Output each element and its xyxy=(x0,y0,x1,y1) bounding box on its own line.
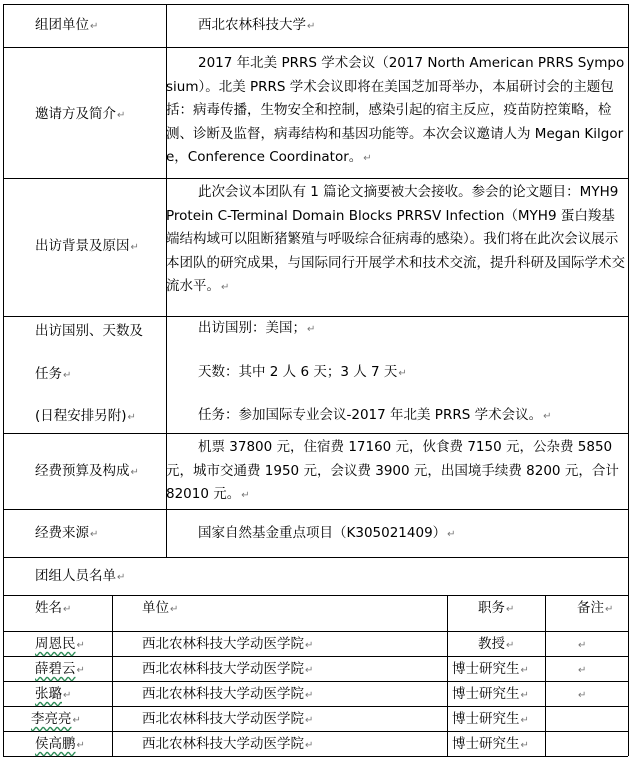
members-header-position: 职务↵ xyxy=(478,600,515,616)
rule-5 xyxy=(3,509,628,510)
member-remark: ↵ xyxy=(578,665,587,676)
rule-member-unit-column xyxy=(447,595,448,756)
visit-label-line2: 任务↵ xyxy=(35,366,72,382)
member-position: 博士研究生↵ xyxy=(452,711,529,727)
member-position: 博士研究生↵ xyxy=(452,686,529,702)
rule-3 xyxy=(3,316,628,317)
member-unit: 西北农林科技大学动医学院↵ xyxy=(142,661,314,677)
visit-country: 出访国别：美国；↵ xyxy=(198,320,316,336)
member-name: 侯高鹏↵ xyxy=(35,736,85,752)
member-unit: 西北农林科技大学动医学院↵ xyxy=(142,711,314,727)
rule-12 xyxy=(3,731,628,732)
visit-label-line1: 出访国别、天数及 xyxy=(35,323,143,339)
rule-bottom xyxy=(3,756,628,757)
funding-label: 经费来源↵ xyxy=(35,525,99,541)
member-name: 张璐↵ xyxy=(35,686,72,702)
budget-text: 机票 37800 元，住宿费 17160 元，伙食费 7150 元，公杂费 5850 元，城市交通费 1950 元，会议费 3900 元，出国境手续费 8200 元，合计 82010 元。↵ xyxy=(166,439,619,503)
member-name: 李亮亮↵ xyxy=(31,711,81,727)
funding-value: 国家自然基金重点项目（K305021409）↵ xyxy=(198,525,456,541)
unit-label: 组团单位↵ xyxy=(35,17,99,33)
member-unit: 西北农林科技大学动医学院↵ xyxy=(142,636,314,652)
visit-label-line3: (日程安排另附)↵ xyxy=(35,408,136,424)
members-header-unit: 单位↵ xyxy=(142,600,179,616)
members-header-name: 姓名↵ xyxy=(35,600,72,616)
rule-top xyxy=(3,4,628,5)
members-title: 团组人员名单↵ xyxy=(35,568,126,584)
rule-7 xyxy=(3,595,628,596)
member-position: 博士研究生↵ xyxy=(452,736,529,752)
rule-member-name-column xyxy=(112,595,113,756)
unit-value: 西北农林科技大学↵ xyxy=(198,17,316,33)
rule-2 xyxy=(3,178,628,179)
members-header-remark: 备注↵ xyxy=(577,600,614,616)
budget-label: 经费预算及构成↵ xyxy=(35,463,139,479)
rule-11 xyxy=(3,706,628,707)
member-unit: 西北农林科技大学动医学院↵ xyxy=(142,736,314,752)
visit-task: 任务：参加国际专业会议-2017 年北美 PRRS 学术会议。↵ xyxy=(198,407,552,423)
member-remark: ↵ xyxy=(578,640,587,651)
background-label: 出访背景及原因↵ xyxy=(35,238,139,254)
member-unit: 西北农林科技大学动医学院↵ xyxy=(142,686,314,702)
rule-6 xyxy=(3,557,628,558)
background-text: 此次会议本团队有 1 篇论文摘要被大会接收。参会的论文题目：MYH9 Protein C-Terminal Domain Blocks PRRSV Infection（MYH9 蛋白羧基端结构域可以阻断猪繁殖与呼吸综合征病毒的感染）。我们将在此次会议展示本团队的研究成果，与国际同行开展学术和技术交流，提升科研及国际学术交流水平。↵ xyxy=(166,184,625,295)
member-position: 教授↵ xyxy=(478,636,515,652)
rule-10 xyxy=(3,681,628,682)
rule-4 xyxy=(3,433,628,434)
invitation-text: 2017 年北美 PRRS 学术会议（2017 North American PRRS Symposium）。北美 PRRS 学术会议即将在美国芝加哥举办，本届研讨会的主题包括：病毒传播，生物安全和控制，感染引起的宿主反应，疫苗防控策略，检测、诊断及监督，病毒结构和基因功能等。本次会议邀请人为 Megan Kilgore，Conference Coordinator。↵ xyxy=(166,55,625,166)
invitation-label: 邀请方及简介↵ xyxy=(35,106,126,122)
visit-days: 天数：其中 2 人 6 天；3 人 7 天↵ xyxy=(198,364,407,380)
rule-1 xyxy=(3,47,628,48)
rule-8 xyxy=(3,631,628,632)
rule-member-position-column xyxy=(545,595,546,756)
member-name: 薛碧云↵ xyxy=(35,661,85,677)
rule-left xyxy=(3,4,4,756)
rule-9 xyxy=(3,656,628,657)
member-position: 博士研究生↵ xyxy=(452,661,529,677)
member-remark: ↵ xyxy=(578,690,587,701)
member-name: 周恩民↵ xyxy=(35,636,85,652)
